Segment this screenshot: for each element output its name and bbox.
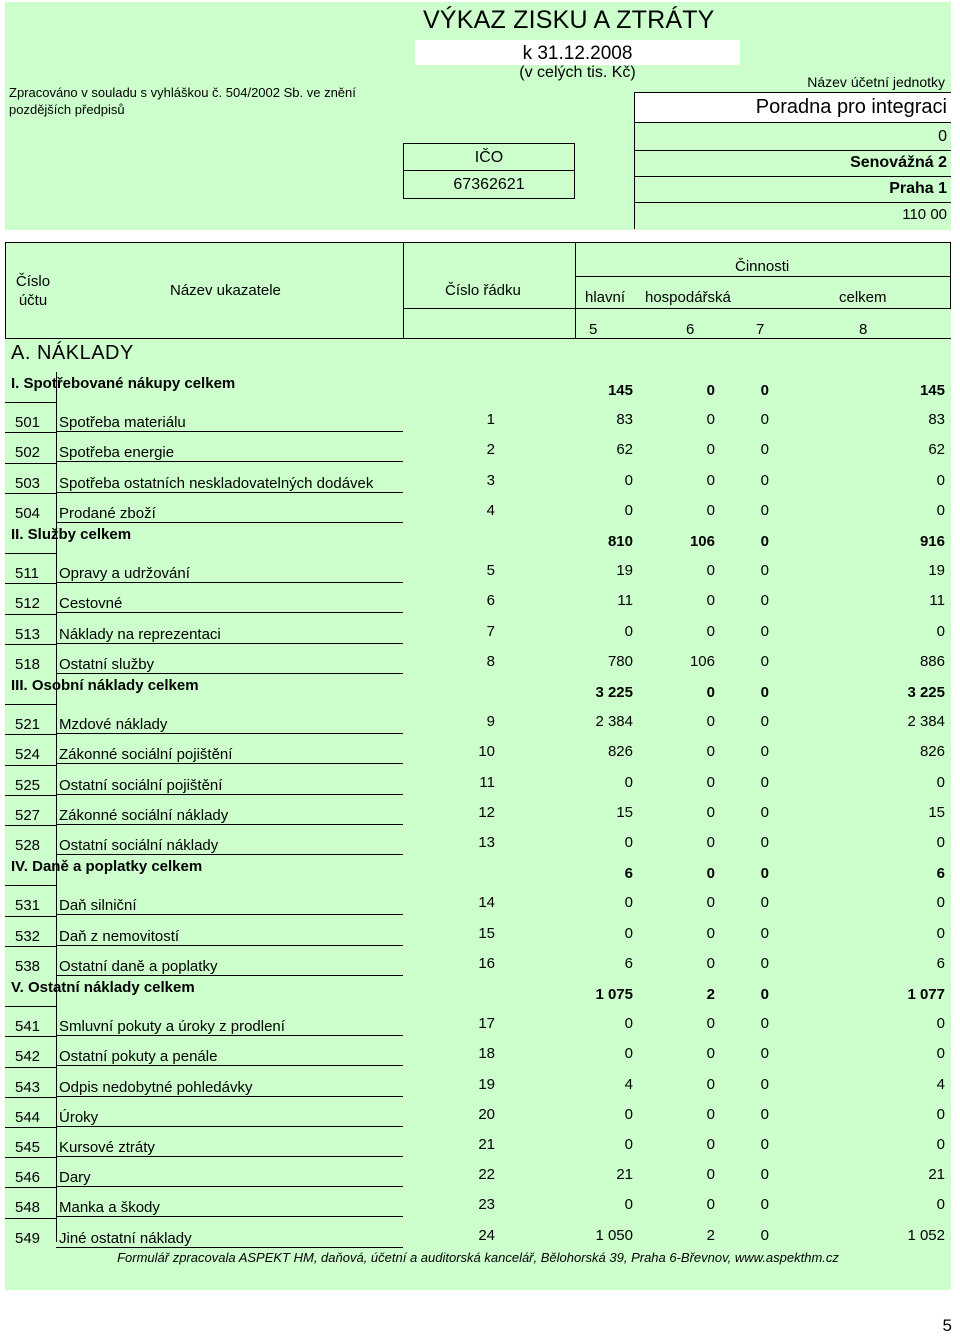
account-number: 518 — [15, 655, 41, 673]
other-value: 0 — [760, 1136, 769, 1153]
item-name: Ostatní služby — [59, 655, 155, 673]
org-name: Poradna pro integraci — [755, 96, 947, 118]
total-value: 0 — [936, 834, 945, 851]
account-number: 504 — [15, 504, 41, 522]
main-value: 4 — [624, 1075, 633, 1093]
account-number: 548 — [15, 1199, 41, 1217]
main-value: 0 — [624, 773, 633, 791]
section-other-value: 0 — [760, 533, 769, 550]
table-row — [5, 493, 951, 523]
other-value: 0 — [760, 834, 769, 851]
other-value: 0 — [760, 743, 769, 761]
account-number: 544 — [15, 1108, 41, 1126]
other-value: 0 — [760, 501, 769, 519]
form-footer: Formulář zpracovala ASPEKT HM, daňová, účetní a auditorská kancelář, Bělohorská 39, Praha 6-Břevnov, www.aspekthm.cz — [117, 1250, 839, 1265]
other-value: 0 — [760, 954, 769, 972]
other-value: 0 — [760, 1166, 769, 1184]
account-number: 538 — [15, 957, 41, 975]
total-value: 21 — [928, 1166, 945, 1184]
table-row — [5, 583, 951, 613]
table-row — [5, 734, 951, 764]
account-number: 542 — [15, 1048, 41, 1066]
account-number: 541 — [15, 1018, 41, 1036]
other-value: 0 — [760, 1045, 769, 1063]
main-value: 6 — [624, 954, 633, 972]
item-name: Zákonné sociální náklady — [59, 806, 229, 824]
account-number: 521 — [15, 716, 41, 734]
account-number: 512 — [15, 595, 41, 613]
section-title: II. Služby celkem — [11, 526, 132, 543]
item-name: Ostatní sociální náklady — [59, 837, 219, 854]
item-name: Opravy a udržování — [59, 565, 190, 583]
org-street: Senovážná 2 — [634, 148, 951, 177]
table-row — [5, 553, 951, 583]
org-zip: 110 00 — [634, 200, 951, 229]
main-value: 0 — [624, 1105, 633, 1123]
item-name: Odpis nedobytné pohledávky — [59, 1078, 253, 1096]
account-number: 531 — [15, 897, 41, 915]
table-row — [5, 1187, 951, 1217]
account-number: 503 — [15, 474, 41, 492]
row-number: 11 — [479, 773, 495, 791]
economic-value: 0 — [706, 1015, 715, 1033]
economic-value: 0 — [706, 562, 715, 580]
economic-value: 0 — [706, 592, 715, 610]
report-units: (v celých tis. Kč) — [519, 64, 636, 81]
section-total-value: 916 — [919, 533, 945, 550]
row-number: 3 — [486, 471, 495, 489]
header-name: Název ukazatele — [170, 282, 281, 299]
item-name: Náklady na reprezentaci — [59, 625, 221, 643]
org-city: Praha 1 — [634, 174, 951, 203]
report-title: VÝKAZ ZISKU A ZTRÁTY — [423, 6, 715, 34]
account-number: 501 — [15, 414, 41, 432]
main-value: 62 — [616, 441, 633, 459]
header-economic: hospodářská — [645, 289, 731, 306]
other-value: 0 — [760, 1226, 769, 1244]
item-name: Prodané zboží — [59, 504, 156, 522]
section-a-title: A. NÁKLADY — [11, 342, 134, 364]
row-number: 5 — [486, 562, 495, 580]
main-value: 0 — [624, 1045, 633, 1063]
header-row-number: Číslo řádku — [445, 282, 521, 299]
section-total-row — [5, 855, 951, 885]
main-value: 0 — [624, 471, 633, 489]
table-row — [5, 402, 951, 432]
economic-value: 0 — [706, 773, 715, 791]
table-row — [5, 614, 951, 644]
main-value: 0 — [624, 1136, 633, 1153]
other-value: 0 — [760, 562, 769, 580]
main-value: 21 — [616, 1166, 633, 1184]
section-economic-value: 106 — [689, 533, 715, 550]
row-number: 18 — [478, 1045, 495, 1063]
expense-table — [5, 242, 951, 1290]
row-number: 16 — [478, 954, 495, 972]
other-value: 0 — [760, 652, 769, 670]
account-number: 549 — [15, 1229, 41, 1247]
section-total-value: 145 — [919, 382, 945, 399]
economic-value: 0 — [706, 924, 715, 942]
section-total-row — [5, 976, 951, 1006]
account-number: 513 — [15, 625, 41, 643]
table-row — [5, 795, 951, 825]
main-value: 0 — [624, 924, 633, 942]
other-value: 0 — [760, 924, 769, 942]
account-number: 511 — [15, 565, 39, 583]
economic-value: 0 — [706, 441, 715, 459]
main-value: 11 — [617, 592, 633, 610]
table-row — [5, 885, 951, 915]
row-number: 9 — [486, 713, 495, 731]
table-row — [5, 825, 951, 855]
economic-value: 0 — [706, 1166, 715, 1184]
section-total-value: 1 077 — [907, 986, 945, 1003]
total-value: 0 — [936, 773, 945, 791]
org-label: Název účetní jednotky — [807, 74, 945, 90]
other-value: 0 — [760, 622, 769, 640]
economic-value: 0 — [706, 1075, 715, 1093]
economic-value: 0 — [706, 954, 715, 972]
section-other-value: 0 — [760, 865, 769, 883]
table-row — [5, 1127, 951, 1157]
economic-value: 0 — [706, 501, 715, 519]
other-value: 0 — [760, 592, 769, 610]
section-total-row — [5, 674, 951, 704]
main-value: 826 — [607, 743, 633, 761]
total-value: 826 — [919, 743, 945, 761]
section-other-value: 0 — [760, 382, 769, 399]
page-number: 5 — [942, 1316, 952, 1335]
row-number: 15 — [478, 924, 495, 942]
other-value: 0 — [760, 471, 769, 489]
other-value: 0 — [760, 1105, 769, 1123]
item-name: Daň silniční — [59, 897, 137, 915]
other-value: 0 — [760, 1075, 769, 1093]
total-value: 83 — [928, 411, 945, 429]
economic-value: 0 — [706, 713, 715, 731]
account-number: 545 — [15, 1139, 41, 1156]
row-number: 17 — [478, 1015, 495, 1033]
section-economic-value: 0 — [706, 684, 715, 701]
economic-value: 0 — [706, 1136, 715, 1153]
legal-note: Zpracováno v souladu s vyhláškou č. 504/2002 Sb. ve znění pozdějších předpisů — [9, 85, 356, 117]
total-value: 0 — [936, 1196, 945, 1214]
total-value: 1 052 — [907, 1226, 945, 1244]
header-account: Číslo účtu — [15, 273, 51, 309]
total-value: 0 — [936, 1045, 945, 1063]
row-number: 14 — [478, 894, 495, 912]
account-number: 543 — [15, 1078, 41, 1096]
item-name: Kursové ztráty — [59, 1139, 155, 1156]
item-name: Ostatní sociální pojištění — [59, 776, 223, 794]
section-title: V. Ostatní náklady celkem — [11, 979, 195, 996]
total-value: 19 — [928, 562, 945, 580]
row-number: 8 — [486, 652, 495, 670]
item-name: Spotřeba energie — [59, 444, 175, 462]
total-value: 62 — [928, 441, 945, 459]
section-title: I. Spotřebované nákupy celkem — [11, 375, 236, 392]
economic-value: 0 — [706, 1105, 715, 1123]
account-number: 546 — [15, 1169, 41, 1187]
main-value: 0 — [624, 1196, 633, 1214]
total-value: 0 — [936, 501, 945, 519]
col-num-7: 7 — [756, 321, 765, 338]
total-value: 0 — [936, 1015, 945, 1033]
main-value: 19 — [616, 562, 633, 580]
item-name: Úroky — [59, 1108, 99, 1126]
section-total-value: 6 — [936, 865, 945, 883]
total-value: 11 — [929, 592, 945, 610]
report-date: k 31.12.2008 — [522, 43, 633, 64]
table-row — [5, 946, 951, 976]
total-value: 0 — [936, 924, 945, 942]
other-value: 0 — [760, 1015, 769, 1033]
org-line2: 0 — [634, 122, 951, 151]
main-value: 0 — [624, 1015, 633, 1033]
table-row — [5, 1036, 951, 1066]
economic-value: 0 — [706, 1196, 715, 1214]
table-row — [5, 916, 951, 946]
section-economic-value: 2 — [706, 986, 715, 1003]
economic-value: 106 — [689, 652, 715, 670]
table-row — [5, 704, 951, 734]
other-value: 0 — [760, 441, 769, 459]
section-main-value: 6 — [624, 865, 633, 883]
section-main-value: 3 225 — [595, 684, 633, 701]
account-number: 527 — [15, 806, 41, 824]
row-number: 21 — [478, 1136, 495, 1153]
row-number: 19 — [478, 1075, 495, 1093]
col-num-6: 6 — [686, 321, 695, 338]
org-name-box — [634, 92, 951, 123]
economic-value: 0 — [706, 894, 715, 912]
total-value: 0 — [936, 622, 945, 640]
economic-value: 0 — [706, 622, 715, 640]
economic-value: 0 — [706, 803, 715, 821]
header-activities: Činnosti — [735, 258, 790, 275]
economic-value: 0 — [706, 1045, 715, 1063]
header-main: hlavní — [585, 289, 626, 306]
header-total: celkem — [839, 289, 887, 306]
table-row — [5, 432, 951, 462]
section-economic-value: 0 — [706, 382, 715, 399]
section-total-row — [5, 523, 951, 553]
row-number: 2 — [486, 441, 495, 459]
section-economic-value: 0 — [706, 865, 715, 883]
section-title: IV. Daně a poplatky celkem — [11, 858, 203, 876]
total-value: 0 — [936, 471, 945, 489]
col-num-5: 5 — [589, 321, 598, 338]
section-other-value: 0 — [760, 684, 769, 701]
row-number: 1 — [486, 411, 495, 429]
section-total-value: 3 225 — [907, 684, 945, 701]
main-value: 0 — [624, 834, 633, 851]
section-other-value: 0 — [760, 986, 769, 1003]
account-number: 532 — [15, 927, 41, 945]
report-date-box — [415, 40, 740, 65]
other-value: 0 — [760, 803, 769, 821]
item-name: Mzdové náklady — [59, 716, 168, 734]
account-number: 525 — [15, 776, 41, 794]
other-value: 0 — [760, 411, 769, 429]
row-number: 7 — [486, 622, 495, 640]
item-name: Ostatní daně a poplatky — [59, 957, 218, 975]
table-row — [5, 1218, 951, 1248]
other-value: 0 — [760, 773, 769, 791]
section-main-value: 810 — [607, 533, 633, 550]
total-value: 15 — [928, 803, 945, 821]
item-name: Zákonné sociální pojištění — [59, 746, 233, 764]
col-num-8: 8 — [859, 321, 868, 338]
section-total-row — [5, 372, 951, 402]
section-title: III. Osobní náklady celkem — [11, 677, 199, 694]
total-value: 6 — [936, 954, 945, 972]
total-value: 4 — [936, 1075, 945, 1093]
account-number: 524 — [15, 746, 41, 764]
item-name: Spotřeba materiálu — [59, 414, 186, 432]
economic-value: 2 — [706, 1226, 715, 1244]
row-number: 4 — [486, 501, 495, 519]
row-number: 6 — [486, 592, 495, 610]
main-value: 15 — [616, 803, 633, 821]
economic-value: 0 — [706, 411, 715, 429]
row-number: 23 — [478, 1196, 495, 1214]
section-main-value: 1 075 — [595, 986, 633, 1003]
table-row — [5, 1157, 951, 1187]
economic-value: 0 — [706, 743, 715, 761]
main-value: 83 — [616, 411, 633, 429]
report-header — [5, 2, 951, 230]
item-name: Smluvní pokuty a úroky z prodlení — [59, 1018, 285, 1036]
table-row — [5, 1097, 951, 1127]
other-value: 0 — [760, 894, 769, 912]
economic-value: 0 — [706, 471, 715, 489]
total-value: 0 — [936, 1105, 945, 1123]
item-name: Jiné ostatní náklady — [59, 1229, 192, 1247]
item-name: Manka a škody — [59, 1199, 160, 1217]
main-value: 2 384 — [595, 713, 633, 731]
other-value: 0 — [760, 713, 769, 731]
table-row — [5, 1067, 951, 1097]
ico-label: IČO — [403, 143, 575, 171]
row-number: 22 — [478, 1166, 495, 1184]
total-value: 0 — [936, 1136, 945, 1153]
table-row — [5, 765, 951, 795]
item-name: Dary — [59, 1169, 91, 1187]
item-name: Daň z nemovitostí — [59, 927, 180, 945]
item-name: Spotřeba ostatních neskladovatelných dodávek — [59, 474, 374, 492]
row-number: 20 — [478, 1105, 495, 1123]
main-value: 0 — [624, 622, 633, 640]
row-number: 12 — [478, 803, 495, 821]
total-value: 2 384 — [907, 713, 945, 731]
ico-value: 67362621 — [403, 170, 575, 199]
main-value: 780 — [607, 652, 633, 670]
item-name: Cestovné — [59, 595, 123, 613]
table-row — [5, 644, 951, 674]
row-number: 10 — [478, 743, 495, 761]
row-number: 13 — [478, 834, 495, 851]
total-value: 886 — [919, 652, 945, 670]
section-main-value: 145 — [607, 382, 633, 399]
table-row — [5, 1006, 951, 1036]
row-number: 24 — [478, 1226, 495, 1244]
main-value: 0 — [624, 501, 633, 519]
total-value: 0 — [936, 894, 945, 912]
item-name: Ostatní pokuty a penále — [59, 1048, 218, 1066]
main-value: 1 050 — [595, 1226, 633, 1244]
other-value: 0 — [760, 1196, 769, 1214]
main-value: 0 — [624, 894, 633, 912]
economic-value: 0 — [706, 834, 715, 851]
table-row — [5, 463, 951, 493]
account-number: 502 — [15, 444, 41, 462]
account-number: 528 — [15, 837, 41, 854]
